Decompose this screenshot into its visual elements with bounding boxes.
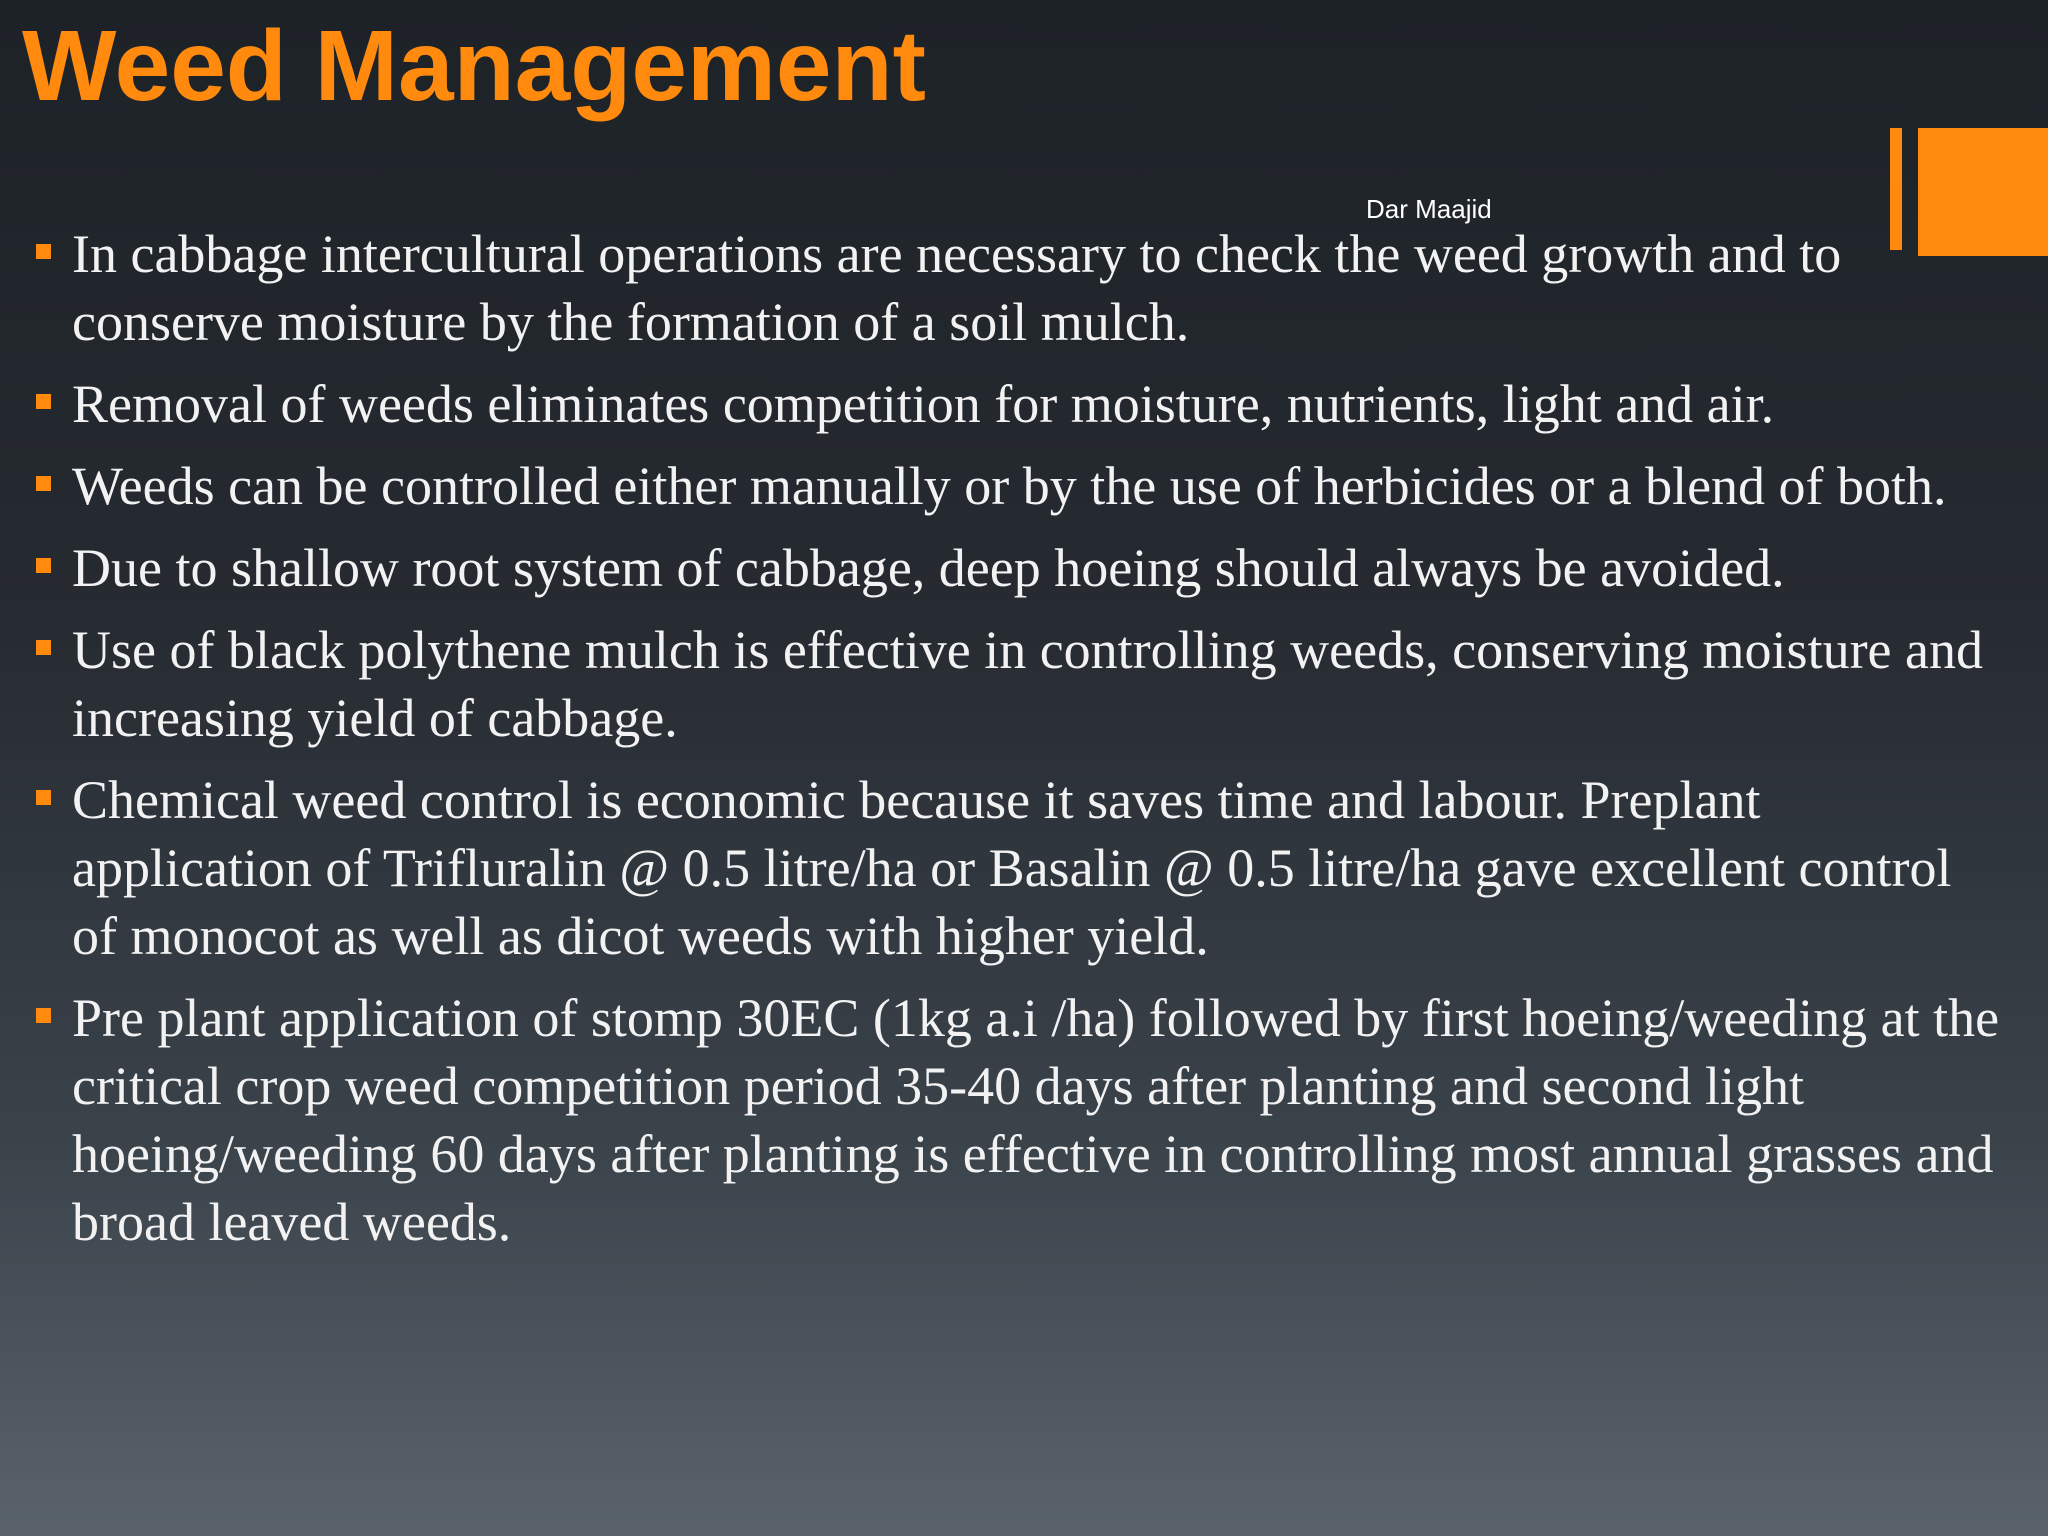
square-bullet-icon: [36, 790, 51, 805]
square-bullet-icon: [36, 1008, 51, 1023]
bullet-text: In cabbage intercultural operations are necessary to check the weed growth and to conserve moisture by the formation of a soil mulch.: [72, 224, 1842, 352]
bullet-text: Weeds can be controlled either manually or by the use of herbicides or a blend of both.: [72, 456, 1947, 516]
author-label: Dar Maajid: [1366, 194, 1492, 224]
list-item: [0, 452, 2048, 520]
square-bullet-icon: [36, 244, 51, 259]
bullet-list: [0, 220, 2048, 1270]
bullet-text: Pre plant application of stomp 30EC (1kg a.i /ha) followed by first hoeing/weeding at the critical crop weed competition period 35-40 days after planting and second light hoeing/weeding 60 days after planting is effective in controlling most annual grasses and broad leaved weeds.: [72, 988, 2000, 1252]
square-bullet-icon: [36, 476, 51, 491]
list-item: [0, 220, 2048, 356]
list-item: [0, 766, 2048, 970]
bullet-text: Chemical weed control is economic because it saves time and labour. Preplant application of Trifluralin @ 0.5 litre/ha or Basalin @ 0.5 litre/ha gave excellent control of monocot as well as dicot weeds with higher yield.: [72, 770, 1952, 966]
square-bullet-icon: [36, 558, 51, 573]
list-item: [0, 370, 2048, 438]
list-item: [0, 616, 2048, 752]
slide-title: Weed Management: [22, 10, 926, 122]
list-item: [0, 534, 2048, 602]
bullet-text: Due to shallow root system of cabbage, deep hoeing should always be avoided.: [72, 538, 1785, 598]
list-item: [0, 984, 2048, 1256]
square-bullet-icon: [36, 640, 51, 655]
square-bullet-icon: [36, 394, 51, 409]
bullet-text: Removal of weeds eliminates competition for moisture, nutrients, light and air.: [72, 374, 1775, 434]
bullet-text: Use of black polythene mulch is effective in controlling weeds, conserving moisture and increasing yield of cabbage.: [72, 620, 1983, 748]
